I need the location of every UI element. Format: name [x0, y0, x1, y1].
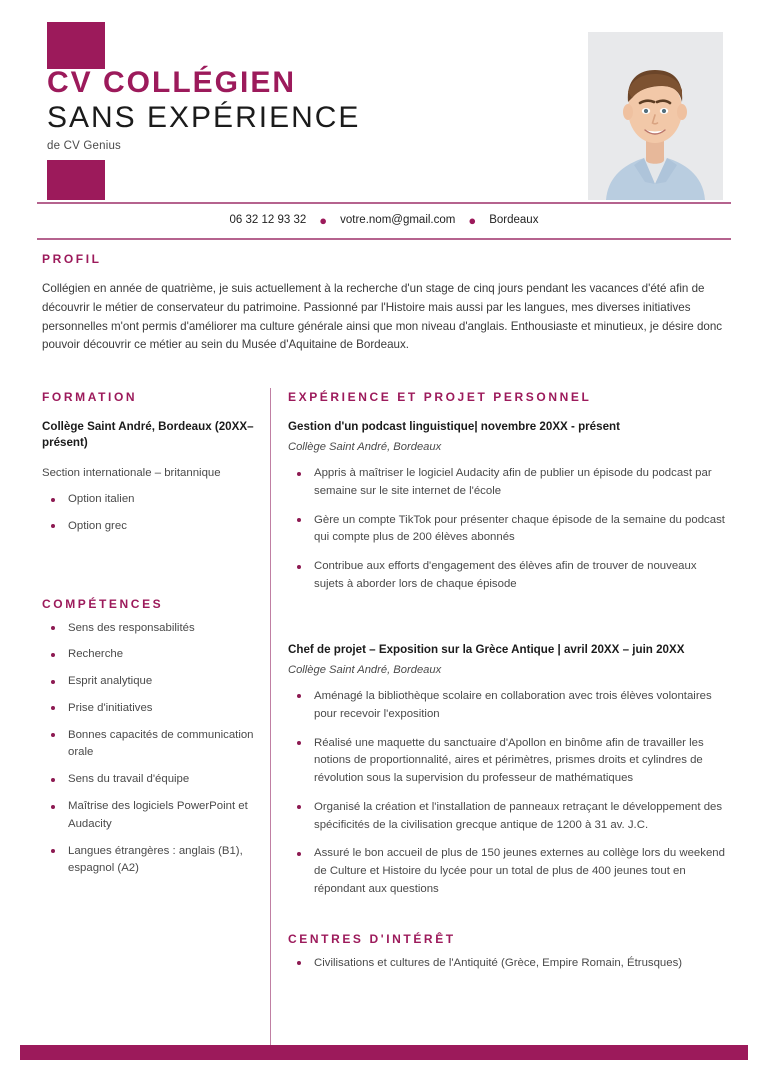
column-divider: [270, 388, 271, 1048]
list-item: Bonnes capacités de communication orale: [42, 727, 254, 763]
spacer: [288, 910, 728, 932]
list-item: Organisé la création et l'installation de panneaux retraçant le développement des spécificités de la civilisation grecque antique de 1200 à 31 av. J.C.: [288, 799, 728, 835]
cv-subtitle: de CV Genius: [47, 139, 121, 152]
experience-entry-org: Collège Saint André, Bordeaux: [288, 441, 442, 454]
section-profil: [42, 252, 728, 355]
cv-title-primary: CV COLLÉGIEN: [47, 66, 297, 99]
decorative-square-bottom: [47, 160, 105, 200]
title-block: [47, 66, 360, 152]
list-item: Option italien: [42, 491, 254, 509]
section-heading-experience: EXPÉRIENCE ET PROJET PERSONNEL: [288, 390, 592, 404]
footer-bar: [20, 1045, 748, 1060]
competences-list: [42, 620, 254, 879]
formation-options-list: [42, 491, 254, 536]
cv-title-secondary: SANS EXPÉRIENCE: [47, 100, 361, 134]
experience-entry-org: Collège Saint André, Bordeaux: [288, 664, 442, 677]
list-item: Sens du travail d'équipe: [42, 771, 254, 789]
list-item: Contribue aux efforts d'engagement des élèves afin de trouver de nouveaux sujets à aborder lors de chaque épisode: [288, 558, 728, 594]
section-experience: [288, 390, 728, 899]
contact-email[interactable]: votre.nom@gmail.com: [340, 214, 456, 226]
list-item: Assuré le bon accueil de plus de 150 jeunes externes au collège lors du weekend de Culture et Histoire du lycée pour un total de plus de 400 jeunes tout en répondant aux questions: [288, 845, 728, 898]
list-item: Aménagé la bibliothèque scolaire en collaboration avec trois élèves volontaires pour recevoir l'exposition: [288, 688, 728, 724]
list-item: Sens des responsabilités: [42, 620, 254, 638]
experience-entry: [288, 642, 728, 899]
section-heading-formation: FORMATION: [42, 390, 138, 404]
contact-bar: [0, 202, 768, 238]
list-item: Gère un compte TikTok pour présenter chaque épisode de la semaine du podcast qui compte plus de 200 élèves abonnés: [288, 512, 728, 548]
profil-paragraph: Collégien en année de quatrième, je suis actuellement à la recherche d'un stage de cinq jours pendant les vacances d'été afin de découvrir le métier de conservateur du patrimoine. Passionné par l'Histoire mais aussi par les langues, mes diverses initiatives personnelles m'ont permis d'améliorer ma culture générale ainsi que mon niveau d'anglais. Enthousiaste et minutieux, je désire donc pouvoir découvrir ce métier au sein du Musée d'Aquitaine de Bordeaux.: [42, 282, 723, 352]
list-item: Civilisations et cultures de l'Antiquité (Grèce, Empire Romain, Étrusques): [288, 955, 728, 973]
section-heading-profil: PROFIL: [42, 252, 102, 266]
formation-program: Section internationale – britannique: [42, 466, 221, 479]
contact-phone[interactable]: 06 32 12 93 32: [229, 214, 307, 226]
list-item: Option grec: [42, 518, 254, 536]
section-competences: [42, 597, 254, 879]
experience-entry: [288, 419, 728, 594]
avatar: [588, 32, 723, 200]
list-item: Recherche: [42, 646, 254, 664]
spacer: [288, 605, 728, 627]
experience-entry-title: Gestion d'un podcast linguistique| novembre 20XX - présent: [288, 420, 620, 433]
section-interets: [288, 932, 728, 973]
spacer: [42, 545, 254, 597]
bullet-separator-icon: ●: [468, 212, 477, 228]
left-column: [42, 390, 254, 887]
list-item: Réalisé une maquette du sanctuaire d'Apollon en binôme afin de travailler les notions de proportionnalité, aires et périmètres, prismes droits et cylindres de révolution sous la supervision du professeur de mathématiques: [288, 735, 728, 788]
section-formation: [42, 390, 254, 536]
bullet-separator-icon: ●: [319, 212, 328, 228]
interets-list: [288, 955, 728, 973]
divider-rule-bottom: [37, 238, 731, 240]
experience-entry-bullets: [288, 688, 728, 899]
contact-location: Bordeaux: [489, 214, 539, 226]
decorative-square-top: [47, 22, 105, 69]
right-column: [288, 390, 728, 984]
list-item: Appris à maîtriser le logiciel Audacity afin de publier un épisode du podcast par semaine sur le site internet de l'école: [288, 465, 728, 501]
list-item: Esprit analytique: [42, 673, 254, 691]
section-heading-competences: COMPÉTENCES: [42, 596, 164, 611]
experience-entry-title: Chef de projet – Exposition sur la Grèce Antique | avril 20XX – juin 20XX: [288, 642, 685, 656]
formation-school: Collège Saint André, Bordeaux (20XX–présent): [42, 420, 254, 450]
list-item: Maîtrise des logiciels PowerPoint et Audacity: [42, 798, 254, 834]
section-heading-interets: CENTRES D'INTÉRÊT: [288, 931, 456, 946]
list-item: Langues étrangères : anglais (B1), espagnol (A2): [42, 843, 254, 879]
cv-header: [0, 0, 768, 200]
experience-entry-bullets: [288, 465, 728, 594]
list-item: Prise d'initiatives: [42, 700, 254, 718]
